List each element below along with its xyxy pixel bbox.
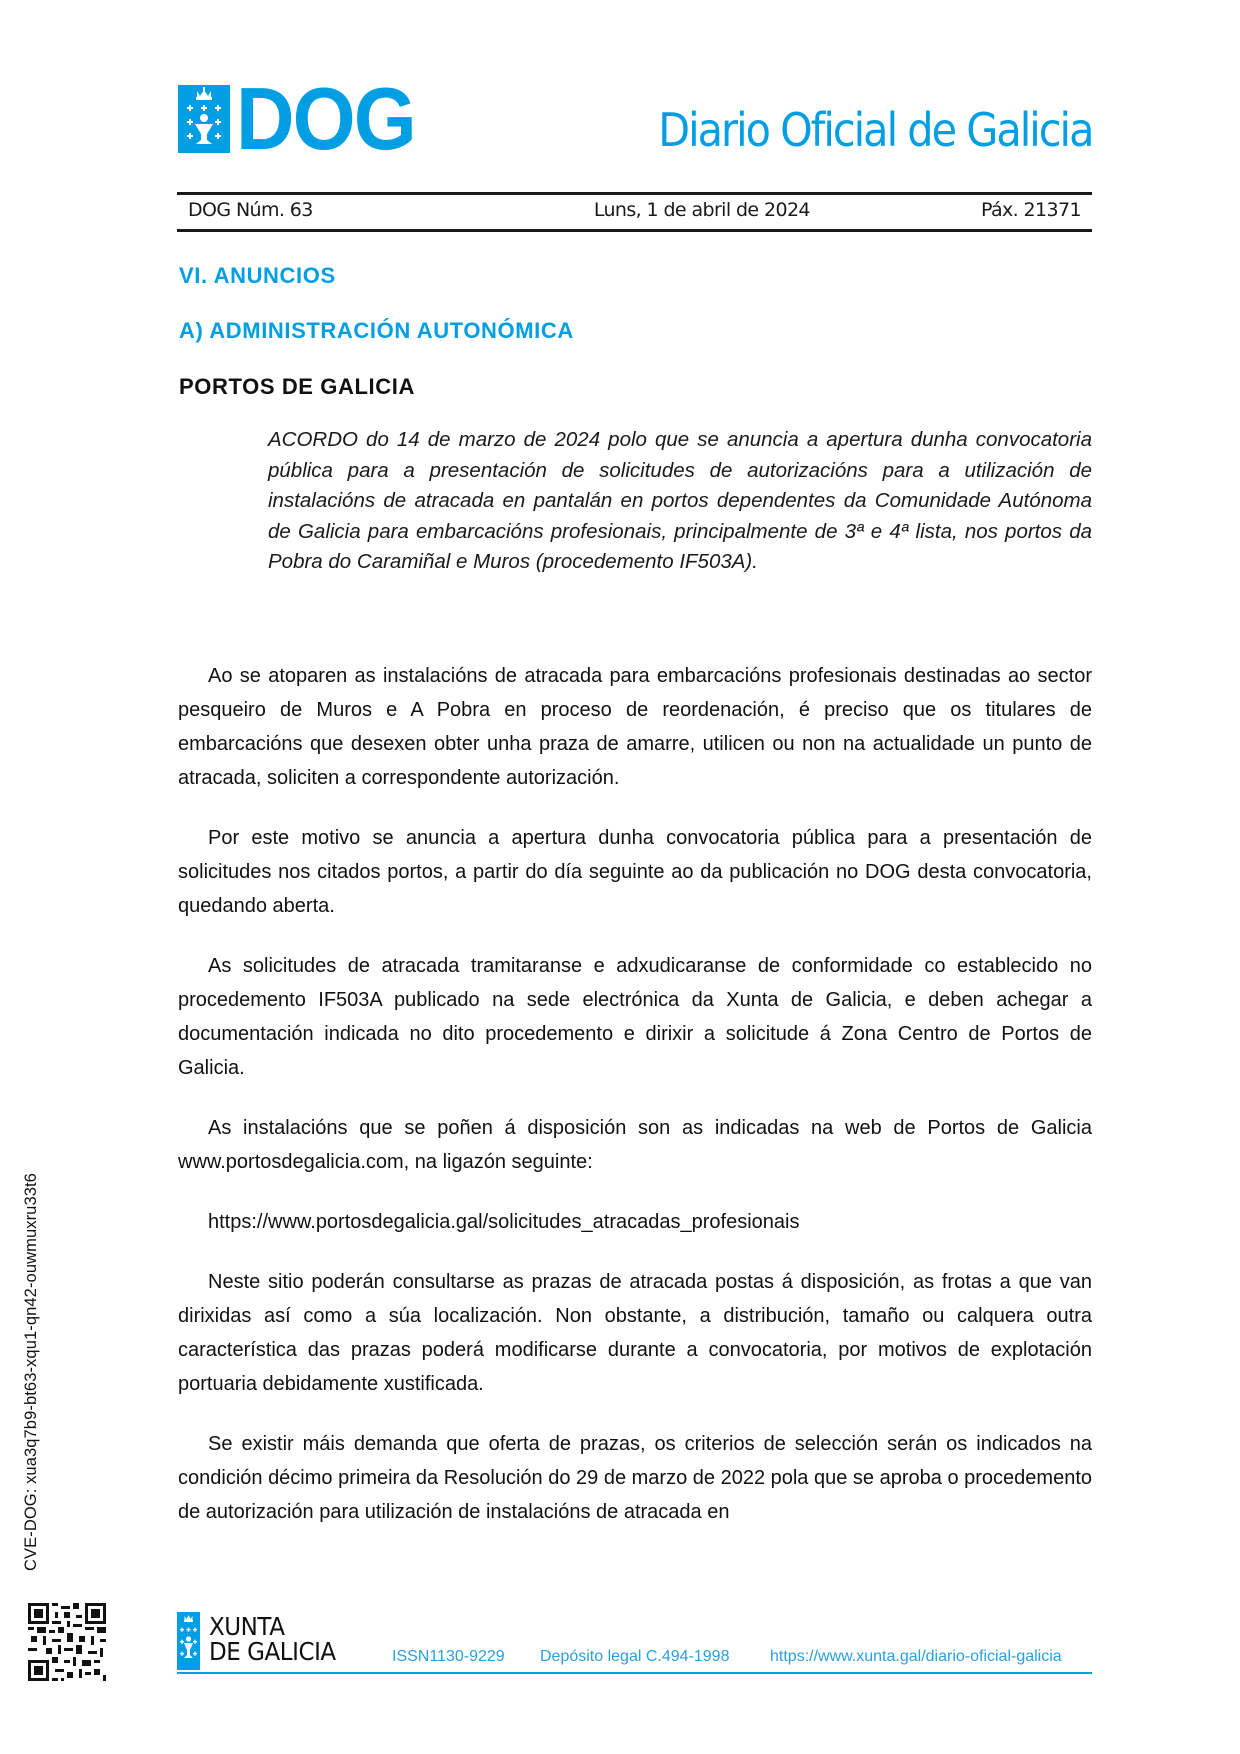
- section-heading: VI. ANUNCIOS: [179, 263, 336, 288]
- footer-rule: [177, 1672, 1092, 1674]
- body-paragraph: Se existir máis demanda que oferta de prazas, os criterios de selección serán os indicados na condición décimo primeira da Resolución do 29 de marzo de 2022 pola que se aproba o procedemento de autorización para utilización de instalacións de atracada en: [178, 1433, 1092, 1523]
- qr-code-icon: [28, 1603, 106, 1681]
- xunta-line-1: XUNTA: [209, 1612, 285, 1641]
- portos-link[interactable]: https://www.portosdegalicia.gal/solicitudes_atracadas_profesionais: [208, 1211, 800, 1233]
- body-paragraph: As instalacións que se poñen á disposición son as indicadas na web de Portos de Galicia www.portosdegalicia.com, na ligazón seguinte:: [178, 1117, 1092, 1173]
- xunta-wordmark: [209, 1614, 336, 1664]
- header-bottom-rule: [177, 229, 1092, 232]
- issue-number: DOG Núm. 63: [188, 199, 313, 221]
- xunta-shield-icon: [177, 1612, 200, 1670]
- header-top-rule: [177, 192, 1092, 195]
- body-paragraph: Por este motivo se anuncia a apertura dunha convocatoria pública para a presentación de solicitudes nos citados portos, a partir do día seguinte ao da publicación no DOG desta convocatoria, quedando aberta.: [178, 827, 1092, 917]
- issn-label: ISSN1130-9229: [392, 1648, 505, 1665]
- xunta-line-2: DE GALICIA: [209, 1637, 336, 1666]
- announcement-summary: ACORDO do 14 de marzo de 2024 polo que se anuncia a apertura dunha convocatoria pública para a presentación de solicitudes de autorizacións para a utilización de instalacións de atracada en pantalán en portos dependentes da Comunidade Autónoma de Galicia para embarcacións profesionais, principalmente de 3ª e 4ª lista, nos portos da Pobra do Caramiñal e Muros (procedemento IF503A).: [268, 428, 1092, 573]
- legal-deposit-label: Depósito legal C.494-1998: [540, 1648, 730, 1665]
- dog-logo: [178, 69, 430, 168]
- publication-date: Luns, 1 de abril de 2024: [593, 199, 810, 221]
- body-paragraph: Ao se atoparen as instalacións de atracada para embarcacións profesionais destinadas ao sector pesqueiro de Muros e A Pobra en proceso de reordenación, é preciso que os titulares de embarcacións que desexen obter unha praza de amarre, utilicen ou non na actualidade un punto de atracada, soliciten a correspondente autorización.: [178, 665, 1092, 789]
- galicia-shield-icon: [178, 85, 230, 153]
- body-paragraph: Neste sitio poderán consultarse as prazas de atracada postas á disposición, as frotas a que van dirixidas así como a súa localización. Non obstante, a distribución, tamaño ou calquera outra característica das prazas poderá modificarse durante a convocatoria, por motivos de explotación portuaria debidamente xustificada.: [178, 1271, 1092, 1395]
- publication-title: Diario Oficial de Galicia: [657, 103, 1092, 157]
- dog-wordmark: DOG: [236, 69, 415, 168]
- document-body: [178, 659, 1092, 1555]
- cve-verification-code: CVE-DOG: xua3q7b9-bt63-xqu1-qn42-ouwmuxru33t6: [22, 1173, 40, 1571]
- body-paragraph: As solicitudes de atracada tramitaranse e adxudicaranse de conformidade co establecido no procedemento IF503A publicado na sede electrónica da Xunta de Galicia, e deben achegar a documentación indicada no dito procedemento e dirixir a solicitude á Zona Centro de Portos de Galicia.: [178, 955, 1092, 1079]
- page-number: Páx. 21371: [980, 199, 1081, 221]
- subsection-heading: A) ADMINISTRACIÓN AUTONÓMICA: [179, 318, 574, 343]
- footer-url-link[interactable]: https://www.xunta.gal/diario-oficial-galicia: [770, 1648, 1062, 1665]
- header-info-bar: [188, 199, 1081, 225]
- organization-heading: PORTOS DE GALICIA: [179, 374, 415, 399]
